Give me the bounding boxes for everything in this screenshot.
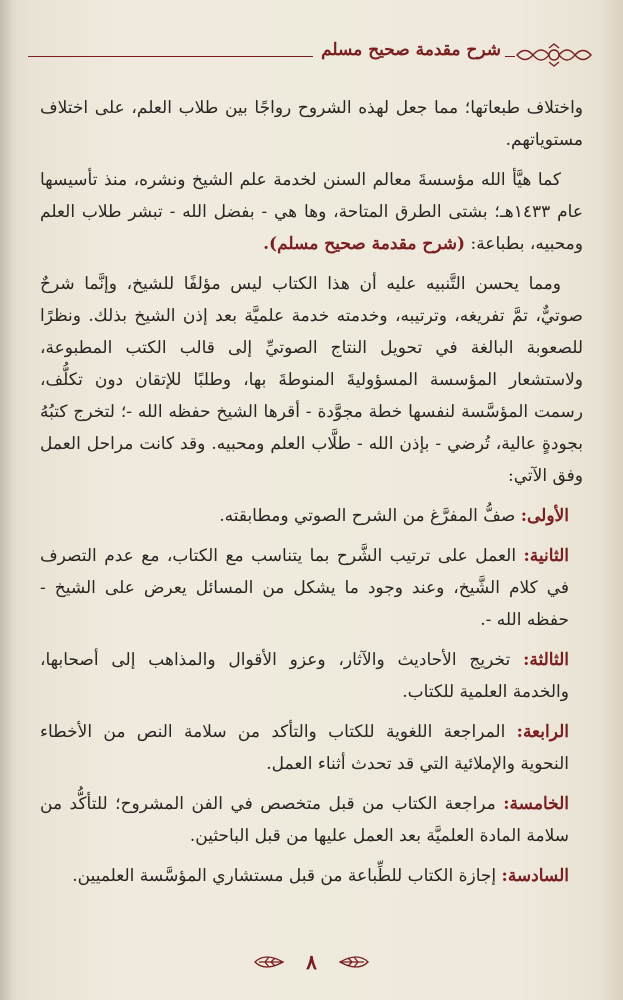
stage-text: إجازة الكتاب للطِّباعة من قبل مستشاري المؤسَّسة العلميين. (72, 866, 502, 886)
stage-text: مراجعة الكتاب من قبل متخصص في الفن المشروح؛ للتأكُّد من سلامة المادة العلميَّة بعد العمل عليها من قبل الباحثين. (40, 794, 569, 846)
stage-item-2 (40, 540, 583, 636)
stage-text: العمل على ترتيب الشَّرح بما يتناسب مع الكتاب، مع عدم التصرف في كلام الشَّيخ، وعند وجود ما يشكل من المسائل يعرض على الشيخ - حفظه الله -. (40, 546, 569, 630)
running-header (28, 40, 593, 68)
header-rule-short (505, 56, 515, 57)
page-number: ٨ (306, 950, 317, 974)
stage-label: الخامسة: (503, 794, 569, 814)
binding-shadow (0, 0, 14, 1000)
stage-label: الثالثة: (523, 650, 569, 670)
paragraph-3: ومما يحسن التَّنبيه عليه أن هذا الكتاب ليس مؤلفًا للشيخ، وإنَّما شرحٌ صوتيٌّ، تمَّ تفريغه، وترتيبه، وخدمته خدمة علميَّة بعد إذن الشيخ بذلك. ونظرًا للصعوبة البالغة في تحويل النتاج الصوتيِّ إلى قالب الكتب المطبوعة، ولاستشعار المؤسسة المسؤوليةَ المنوطةَ بها، وطلبًا للإتقان دون تكلُّف، رسمت المؤسَّسة لنفسها خطة مجوَّدة - أقرها الشيخ حفظه الله -؛ لتخرج كتبُهُ بجودةٍ عالية، تُرضي - بإذن الله - طلَّاب العلم ومحبيه. وقد كانت مراحل العمل وفق الآتي: (40, 274, 583, 486)
leaf-ornament-right-icon (336, 951, 370, 973)
header-title: شرح مقدمة صحيح مسلم (321, 40, 501, 60)
stage-item-6 (40, 860, 583, 892)
stage-text: تخريج الأحاديث والآثار، وعزو الأقوال والمذاهب إلى أصحابها، والخدمة العلمية للكتاب. (40, 650, 569, 702)
stage-item-1 (40, 500, 583, 532)
paragraph-2 (40, 164, 583, 260)
header-ornament-icon (515, 42, 593, 68)
stage-text: المراجعة اللغوية للكتاب والتأكد من سلامة النص من الأخطاء النحوية والإملائية التي قد تحدث أثناء العمل. (40, 722, 569, 774)
page-footer (0, 950, 623, 982)
stage-item-3 (40, 644, 583, 708)
book-title-highlight: (شرح مقدمة صحيح مسلم). (263, 234, 466, 254)
paragraph-1: واختلاف طبعاتها؛ مما جعل لهذه الشروح رواجًا بين طلاب العلم، على اختلاف مستوياتهم. (40, 98, 583, 150)
header-rule (28, 56, 313, 57)
stage-label: الثانية: (523, 546, 569, 566)
stage-label: الأولى: (520, 506, 569, 526)
stage-label: الرابعة: (516, 722, 569, 742)
stage-label: السادسة: (501, 866, 569, 886)
leaf-ornament-left-icon (253, 951, 287, 973)
stage-text: صفُّ المفرَّغ من الشرح الصوتي ومطابقته. (219, 506, 521, 526)
paragraph-2-text: كما هيَّأ الله مؤسسةَ معالم السنن لخدمة علم الشيخ ونشره، منذ تأسيسها عام ١٤٣٣هـ؛ بشتى الطرق المتاحة، وها هي - بفضل الله - تبشر طلاب العلم ومحبيه، بطباعة: (40, 170, 583, 254)
stage-item-5 (40, 788, 583, 852)
stage-item-4 (40, 716, 583, 780)
page-body (40, 92, 583, 900)
